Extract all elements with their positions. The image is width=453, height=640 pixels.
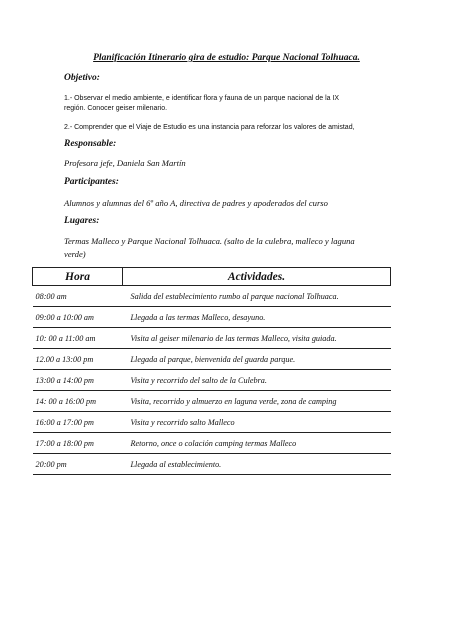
row-actividad: Visita al geiser milenario de las termas Malleco, visita guiada. — [123, 328, 391, 349]
participantes-text: Alumnos y alumnas del 6º año A, directiva de padres y apoderados del curso — [64, 198, 328, 208]
row-hora: 09:00 a 10:00 am — [33, 307, 123, 328]
row-hora: 16:00 a 17:00 pm — [33, 412, 123, 433]
lugares-heading: Lugares: — [64, 216, 100, 226]
row-actividad: Llegada a las termas Malleco, desayuno. — [123, 307, 391, 328]
table-row — [33, 370, 391, 391]
table-row — [33, 433, 391, 454]
table-header-row — [33, 268, 391, 286]
row-actividad: Visita y recorrido del salto de la Culebra. — [123, 370, 391, 391]
lugares-line2: verde) — [64, 249, 86, 259]
row-actividad: Llegada al establecimiento. — [123, 454, 391, 475]
responsable-text: Profesora jefe, Daniela San Martín — [64, 158, 186, 168]
itinerary-table — [32, 267, 391, 475]
objetivo-2: 2.- Comprender que el Viaje de Estudio es una instancia para reforzar los valores de amistad, — [64, 124, 355, 131]
row-actividad: Llegada al parque, bienvenida del guarda parque. — [123, 349, 391, 370]
header-actividades: Actividades. — [123, 268, 391, 286]
row-hora: 14: 00 a 16:00 pm — [33, 391, 123, 412]
row-actividad: Salida del establecimiento rumbo al parque nacional Tolhuaca. — [123, 286, 391, 307]
table-row — [33, 454, 391, 475]
objetivo-heading: Objetivo: — [64, 73, 100, 83]
table-row — [33, 349, 391, 370]
row-hora: 17:00 a 18:00 pm — [33, 433, 123, 454]
table-row — [33, 307, 391, 328]
row-hora: 13:00 a 14:00 pm — [33, 370, 123, 391]
objetivo-1-line1: 1.- Observar el medio ambiente, e identificar flora y fauna de un parque nacional de la IX — [64, 95, 340, 102]
document-title: Planificación Itinerario gira de estudio: Parque Nacional Tolhuaca. — [93, 53, 360, 63]
lugares-line1: Termas Malleco y Parque Nacional Tolhuaca. (salto de la culebra, malleco y laguna — [64, 236, 355, 246]
row-hora: 12.00 a 13:00 pm — [33, 349, 123, 370]
participantes-heading: Participantes: — [64, 177, 119, 187]
table-row — [33, 412, 391, 433]
row-hora: 08:00 am — [33, 286, 123, 307]
row-hora: 20:00 pm — [33, 454, 123, 475]
table-row — [33, 286, 391, 307]
row-actividad: Visita y recorrido salto Malleco — [123, 412, 391, 433]
table-row — [33, 328, 391, 349]
objetivo-1-line2: región. Conocer geiser milenario. — [64, 105, 168, 112]
row-actividad: Visita, recorrido y almuerzo en laguna verde, zona de camping — [123, 391, 391, 412]
responsable-heading: Responsable: — [64, 139, 117, 149]
row-hora: 10: 00 a 11:00 am — [33, 328, 123, 349]
table-row — [33, 391, 391, 412]
row-actividad: Retorno, once o colación camping termas Malleco — [123, 433, 391, 454]
header-hora: Hora — [33, 268, 123, 286]
